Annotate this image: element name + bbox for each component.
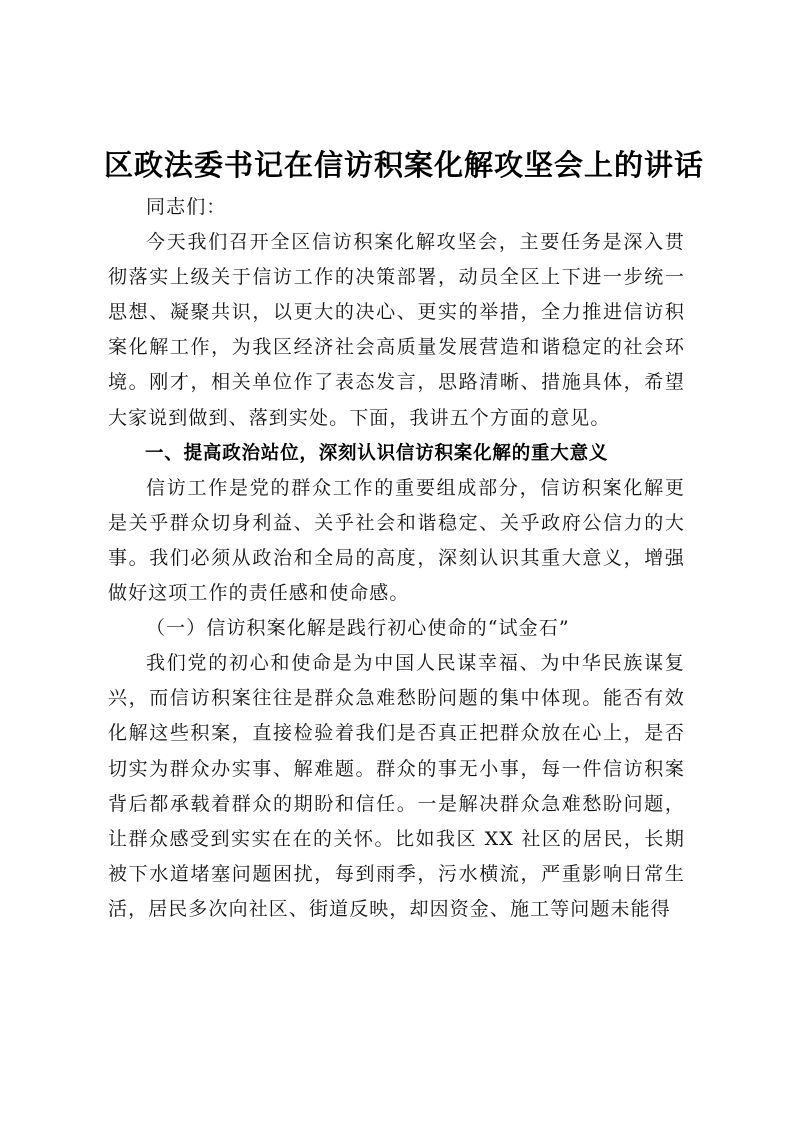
intro-paragraph: 今天我们召开全区信访积案化解攻坚会，主要任务是深入贯彻落实上级关于信访工作的决策部署，动员全区上下进一步统一思想、凝聚共识，以更大的决心、更实的举措，全力推进信访积案化解工作，为我区经济社会高质量发展营造和谐稳定的社会环境。刚才，相关单位作了表态发言，思路清晰、措施具体，希望大家说到做到、落到实处。下面，我讲五个方面的意见。: [108, 231, 685, 429]
subsection-1-paragraph: 我们党的初心和使命是为中国人民谋幸福、为中华民族谋复兴，而信访积案往往是群众急难愁盼问题的集中体现。能否有效化解这些积案，直接检验着我们是否真正把群众放在心上，是否切实为群众办实事、解难题。群众的事无小事，每一件信访积案背后都承载着群众的期盼和信任。一是解决群众急难愁盼问题，让群众感受到实实在在的关怀。比如我区 XX 社区的居民，长期被下水道堵塞问题困扰，每到雨季，污水横流，严重影响日常生活，居民多次向社区、街道反映，却因资金、施工等问题未能得: [108, 652, 685, 920]
section-heading-1: 一、提高政治站位，深刻认识信访积案化解的重大意义: [145, 442, 609, 464]
subsection-heading-1: （一）信访积案化解是践行初心使命的“试金石”: [146, 617, 570, 640]
salutation: 同志们：: [146, 196, 227, 218]
document-title: 区政法委书记在信访积案化解攻坚会上的讲话: [104, 148, 705, 182]
document-body: [108, 190, 685, 927]
section-1-paragraph: 信访工作是党的群众工作的重要组成部分，信访积案化解更是关乎群众切身利益、关乎社会和谐稳定、关乎政府公信力的大事。我们必须从政治和全局的高度，深刻认识其重大意义，增强做好这项工作的责任感和使命感。: [108, 476, 685, 605]
